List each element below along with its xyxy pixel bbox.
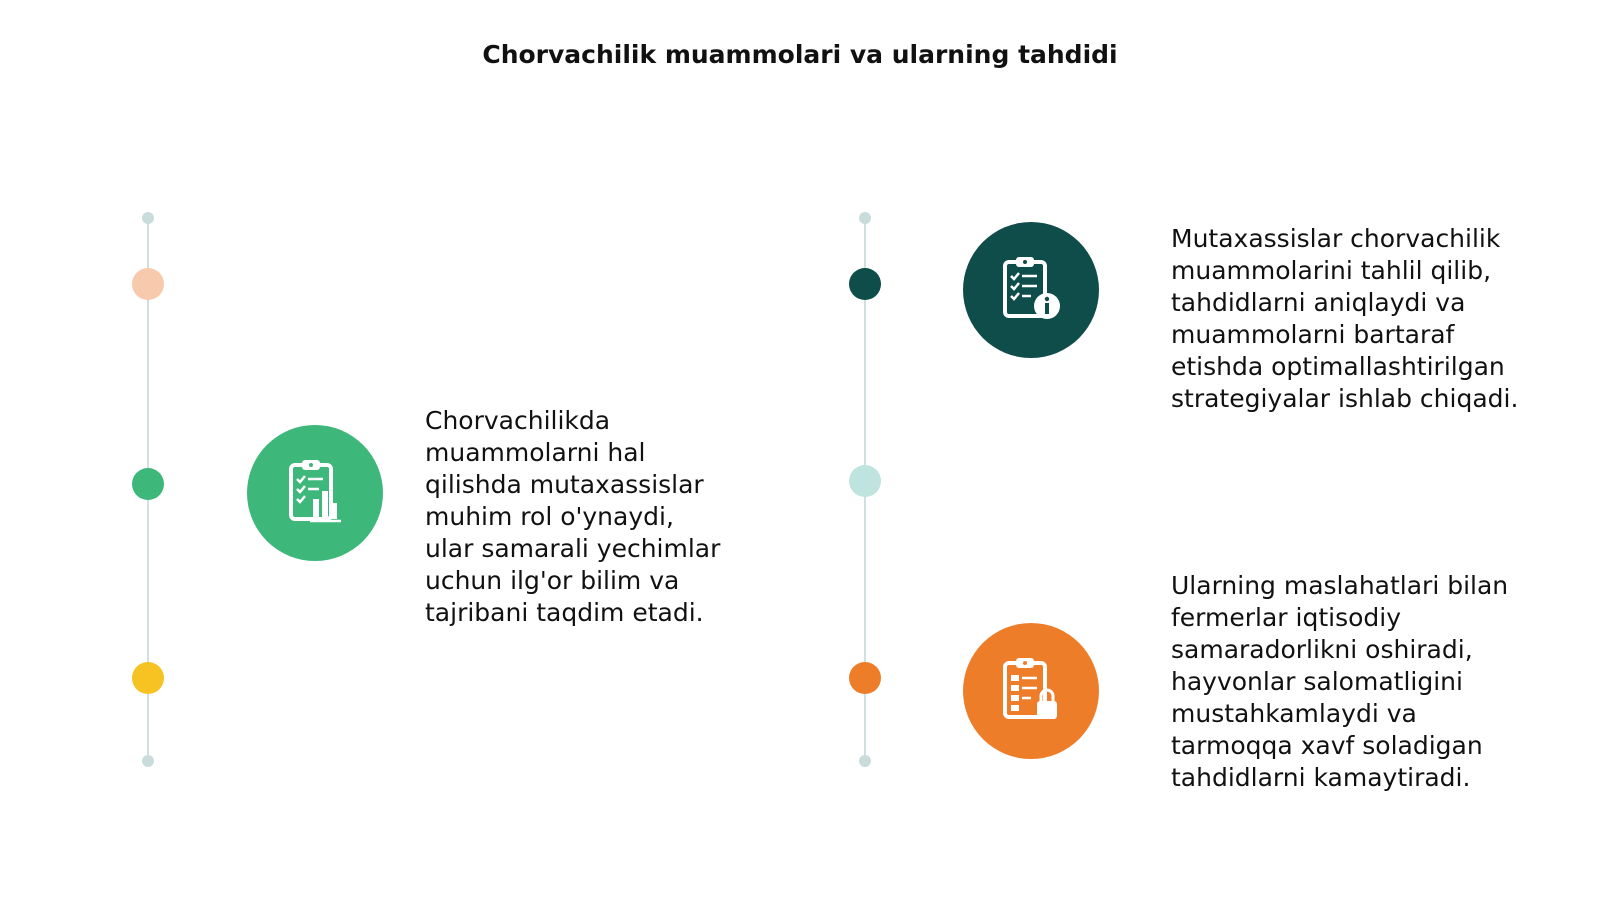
timeline-end-dot: [142, 755, 154, 767]
timeline-end-dot: [142, 212, 154, 224]
item-1-description: Chorvachilikda muammolarni hal qilishda mutaxassislar muhim rol o'ynaydi, ular samarali yechimlar uchun ilg'or bilim va tajribani taqdim etadi.: [425, 406, 721, 627]
timeline-dot-yellow: [132, 662, 164, 694]
clipboard-info-icon-graphic: [993, 252, 1069, 328]
timeline-dot-green: [132, 468, 164, 500]
clipboard-chart-icon: [247, 425, 383, 561]
clipboard-info-icon: [963, 222, 1099, 358]
timeline-right: [845, 212, 885, 767]
clipboard-chart-icon-graphic: [277, 455, 353, 531]
item-2-description: Mutaxassislar chorvachilik muammolarini tahlil qilib, tahdidlarni aniqlaydi va muammolarni bartaraf etishda optimallashtirilgan strategiyalar ishlab chiqadi.: [1171, 224, 1519, 413]
timeline-dot-peach: [132, 268, 164, 300]
timeline-end-dot: [859, 755, 871, 767]
clipboard-lock-icon-graphic: [993, 653, 1069, 729]
timeline-dot-light-teal: [849, 465, 881, 497]
timeline-left: [128, 212, 168, 767]
timeline-dot-orange: [849, 662, 881, 694]
item-3-description: Ularning maslahatlari bilan fermerlar iqtisodiy samaradorlikni oshiradi, hayvonlar salomatligini mustahkamlaydi va tarmoqqa xavf soladigan tahdidlarni kamaytiradi.: [1171, 571, 1509, 792]
timeline-dot-dark-teal: [849, 268, 881, 300]
clipboard-lock-icon: [963, 623, 1099, 759]
page-title: Chorvachilik muammolari va ularning tahdidi: [482, 40, 1118, 69]
timeline-end-dot: [859, 212, 871, 224]
